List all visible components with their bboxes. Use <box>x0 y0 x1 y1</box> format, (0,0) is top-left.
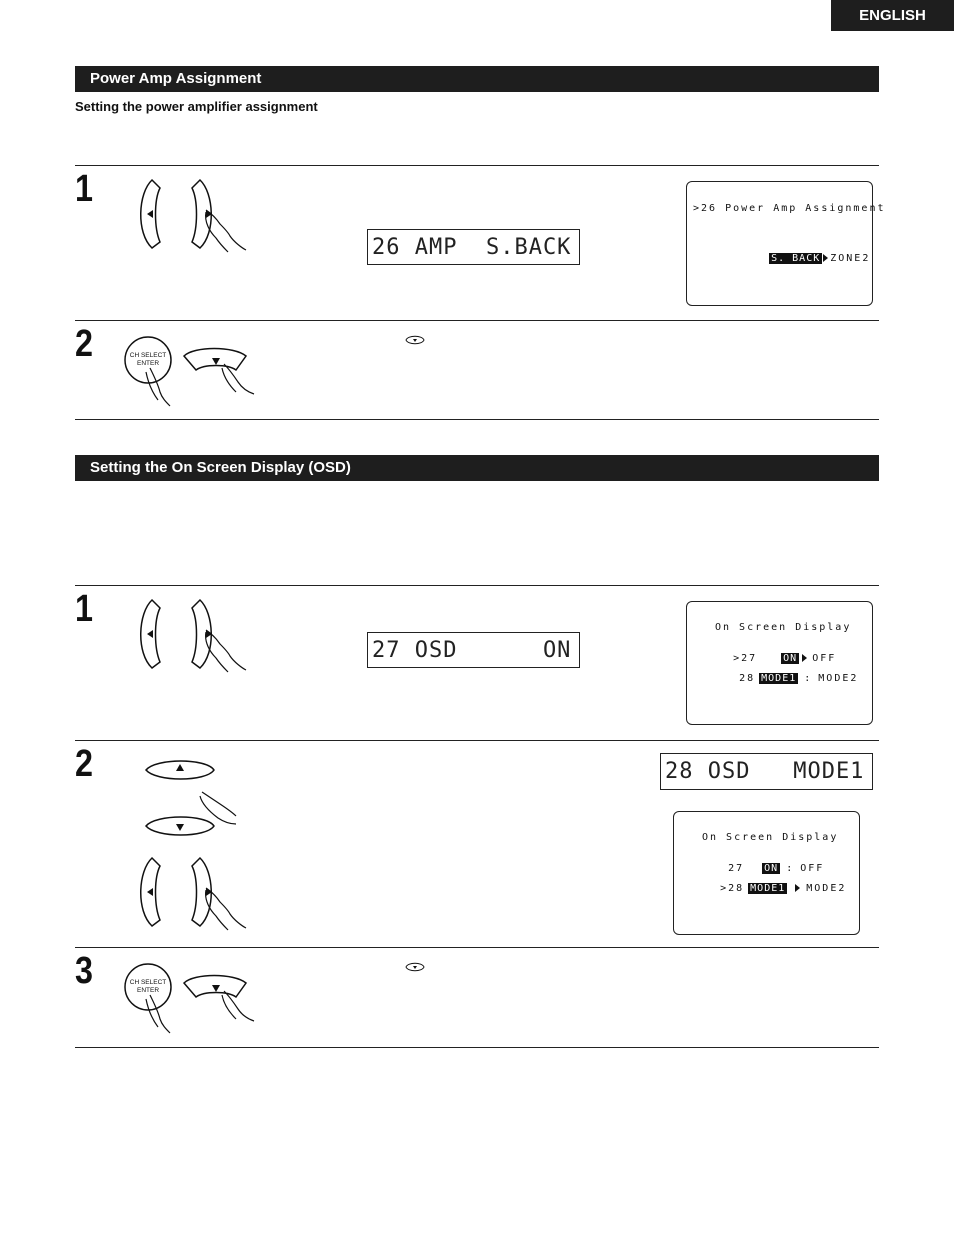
enter-button-label-2: ENTER <box>136 360 160 367</box>
osd-selected-option: ON <box>783 653 798 664</box>
osd-title: On Screen Display <box>715 622 852 633</box>
section-title-osd: Setting the On Screen Display (OSD) <box>75 455 879 481</box>
enter-and-down-buttons-icon[interactable] <box>124 963 269 1035</box>
divider <box>75 740 879 741</box>
osd-screen <box>673 811 860 935</box>
osd-row-label: >28 <box>720 883 745 894</box>
section-subtitle: Setting the power amplifier assignment <box>75 99 318 114</box>
step-number: 1 <box>75 588 93 630</box>
step-number: 2 <box>75 743 93 785</box>
front-panel-display: 26 AMP S.BACK <box>367 229 580 265</box>
osd-row-28 <box>707 662 858 695</box>
enter-button-label-1: CH SELECT <box>129 979 167 986</box>
step-number: 1 <box>75 168 93 210</box>
osd-selected-option: MODE1 <box>750 883 786 894</box>
osd-screen <box>686 601 873 725</box>
left-right-buttons-icon[interactable] <box>130 178 260 258</box>
osd-screen <box>686 181 886 306</box>
osd-other-option: OFF <box>800 863 825 874</box>
osd-selected-option: MODE1 <box>761 673 797 684</box>
osd-separator: : <box>804 673 813 684</box>
up-down-buttons-icon[interactable] <box>140 752 250 842</box>
front-panel-display: 28 OSD MODE1 <box>660 753 873 790</box>
step-number: 2 <box>75 323 93 365</box>
arrow-right-icon <box>802 654 807 662</box>
left-right-buttons-icon[interactable] <box>130 598 260 678</box>
divider <box>75 1047 879 1048</box>
enter-button-label-2: ENTER <box>136 987 160 994</box>
osd-title: On Screen Display <box>702 832 839 843</box>
language-tab: ENGLISH <box>831 0 954 31</box>
remote-button-icon <box>404 334 426 346</box>
osd-other-option: MODE2 <box>806 883 847 894</box>
osd-selected-option: S. BACK <box>771 253 821 264</box>
osd-row-label: >27 <box>733 653 758 664</box>
osd-row-label: 27 <box>728 863 745 874</box>
front-panel-display: 27 OSD ON <box>367 632 580 668</box>
remote-button-icon <box>404 961 426 973</box>
osd-other-option: MODE2 <box>818 673 859 684</box>
divider <box>75 585 879 586</box>
osd-other-option: OFF <box>812 653 837 664</box>
enter-and-down-buttons-icon[interactable] <box>124 336 269 408</box>
osd-row-28 <box>688 872 846 905</box>
arrow-right-icon <box>823 254 828 262</box>
osd-option-row <box>737 242 870 275</box>
enter-button-label-1: CH SELECT <box>129 352 167 359</box>
osd-other-option: ZONE2 <box>830 253 871 264</box>
osd-title: >26 Power Amp Assignment <box>693 203 886 214</box>
arrow-right-icon <box>795 884 800 892</box>
divider <box>75 320 879 321</box>
divider <box>75 947 879 948</box>
osd-selected-option: ON <box>764 863 779 874</box>
divider <box>75 165 879 166</box>
osd-row-label: 28 <box>739 673 756 684</box>
section-title-power-amp: Power Amp Assignment <box>75 66 879 92</box>
osd-separator: : <box>786 863 795 874</box>
step-number: 3 <box>75 950 93 992</box>
divider <box>75 419 879 420</box>
left-right-buttons-icon[interactable] <box>130 856 260 936</box>
